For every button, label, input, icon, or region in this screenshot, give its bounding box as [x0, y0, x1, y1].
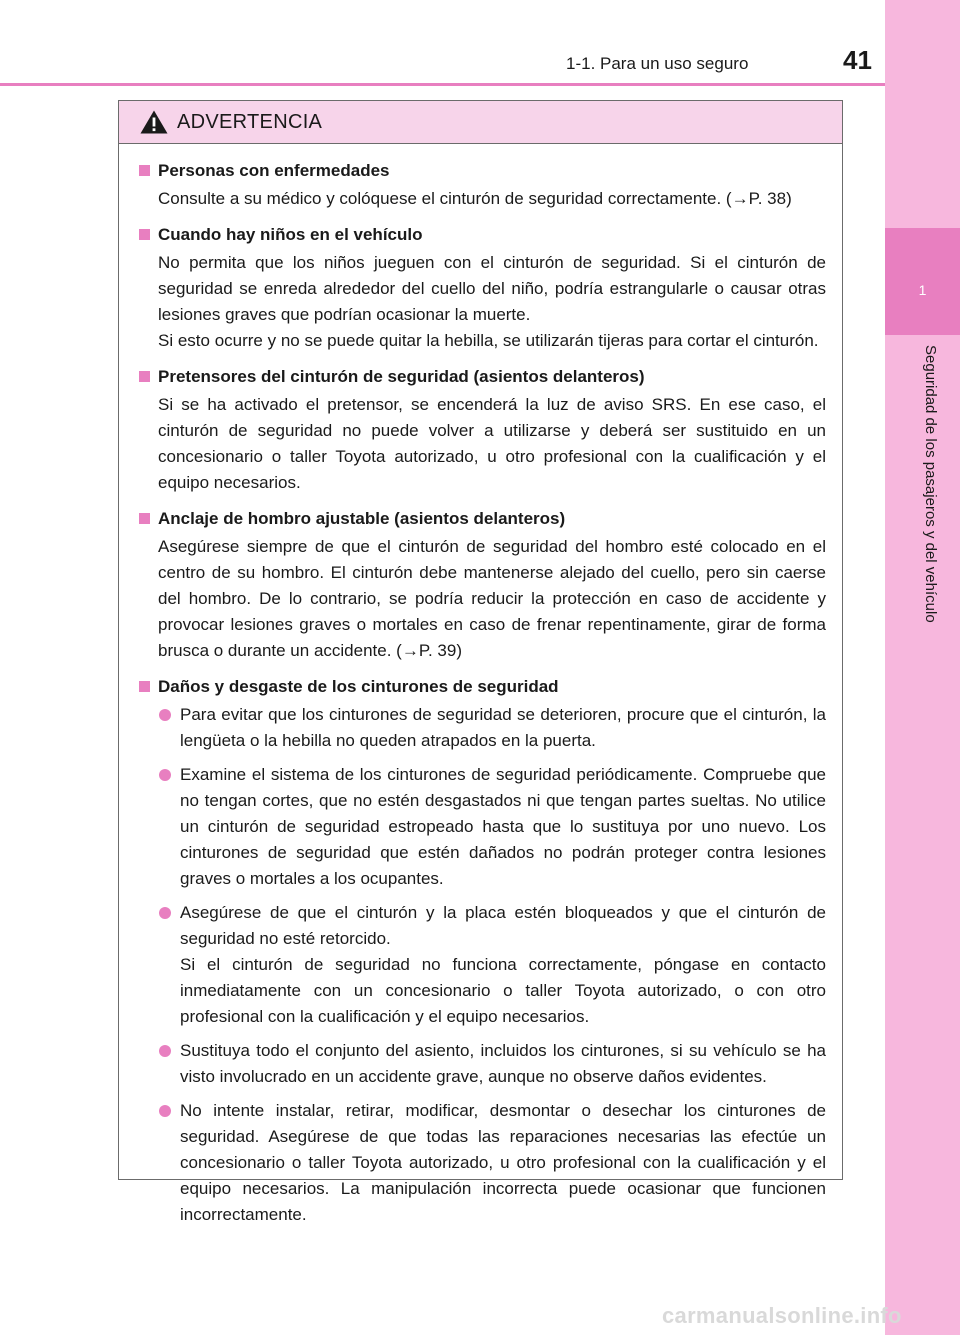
chapter-title: Seguridad de los pasajeros y del vehículo	[922, 345, 939, 623]
page-number: 41	[843, 45, 872, 75]
list-item	[139, 900, 826, 1030]
square-bullet-icon	[139, 165, 150, 176]
section-paragraph: Si se ha activado el pretensor, se encenderá la luz de aviso SRS. En ese caso, el cinturón de seguridad no puede volver a utilizarse y deberá ser sustituido en un concesionario o taller Toyota autorizado, u otro profesional con la cualificación y el equipo necesarios.	[158, 395, 826, 492]
circle-bullet-icon	[159, 1105, 171, 1117]
warning-triangle-icon	[139, 109, 169, 135]
list-item-text: Para evitar que los cinturones de seguridad se deterioren, procure que el cinturón, la lengüeta o la hebilla no queden atrapados en la puerta.	[180, 705, 826, 750]
square-bullet-icon	[139, 229, 150, 240]
square-bullet-icon	[139, 513, 150, 524]
square-bullet-icon	[139, 681, 150, 692]
section-paragraph: No permita que los niños jueguen con el cinturón de seguridad. Si el cinturón de seguridad se enreda alrededor del cuello del niño, podría estrangularle o causar otras lesiones graves que podrían ocasionar la muerte.	[158, 253, 826, 324]
chapter-number: 1	[918, 282, 927, 298]
section-paragraph: Asegúrese siempre de que el cinturón de seguridad del hombro esté colocado en el centro de su hombro. El cinturón debe mantenerse alejado del cuello, pero sin caerse del hombro. De lo contrario, se podría reducir la protección en caso de accidente y provocar lesiones graves o mortales en caso de frenar repentinamente, girar de forma brusca o durante un accidente. (→P. 39)	[158, 537, 826, 660]
section-personas-enfermedades	[139, 158, 826, 212]
section-title: Cuando hay niños en el vehículo	[158, 225, 423, 244]
section-danos-desgaste	[139, 674, 826, 1228]
section-paragraph: Consulte a su médico y colóquese el cinturón de seguridad correctamente. (→P. 38)	[158, 189, 792, 208]
warning-header	[119, 101, 842, 144]
circle-bullet-icon	[159, 1045, 171, 1057]
warning-title: ADVERTENCIA	[177, 110, 323, 133]
circle-bullet-icon	[159, 709, 171, 721]
list-item	[139, 762, 826, 892]
section-pretensores	[139, 364, 826, 496]
section-anclaje-hombro	[139, 506, 826, 664]
list-item	[139, 702, 826, 754]
section-title: Daños y desgaste de los cinturones de seguridad	[158, 677, 559, 696]
watermark[interactable]: carmanualsonline.info	[662, 1303, 902, 1328]
list-item	[139, 1098, 826, 1228]
warning-box	[118, 100, 843, 1224]
section-title: Personas con enfermedades	[158, 161, 390, 180]
warning-body	[119, 144, 842, 1228]
section-ninos-vehiculo	[139, 222, 826, 354]
header-rule	[0, 83, 885, 86]
list-item-text: No intente instalar, retirar, modificar, desmontar o desechar los cinturones de seguridad. Asegúrese de que todas las reparaciones necesarias las efectúe un concesionario o taller Toyota autorizado, u otro profesional con la cualificación y el equipo necesarios. La manipulación incorrecta puede ocasionar que funcionen incorrectamente.	[180, 1101, 826, 1224]
section-title: Anclaje de hombro ajustable (asientos delanteros)	[158, 509, 566, 528]
circle-bullet-icon	[159, 907, 171, 919]
list-item-text: Sustituya todo el conjunto del asiento, incluidos los cinturones, si su vehículo se ha visto involucrado en un accidente grave, aunque no observe daños evidentes.	[180, 1041, 826, 1086]
section-title: Pretensores del cinturón de seguridad (asientos delanteros)	[158, 367, 645, 386]
section-paragraph: Si esto ocurre y no se puede quitar la hebilla, se utilizarán tijeras para cortar el cinturón.	[158, 331, 819, 350]
list-item-text: Examine el sistema de los cinturones de seguridad periódicamente. Compruebe que no tengan cortes, que no estén desgastados ni que tengan partes sueltas. No utilice un cinturón de seguridad estropeado hasta que lo sustituya por uno nuevo. Los cinturones de seguridad que estén dañados no podrán proteger contra lesiones graves o mortales a los ocupantes.	[180, 765, 826, 888]
list-item	[139, 1038, 826, 1090]
circle-bullet-icon	[159, 769, 171, 781]
header-section-title: 1-1. Para un uso seguro	[566, 54, 749, 73]
chapter-side-tab[interactable]	[885, 0, 960, 1335]
list-item-text: Asegúrese de que el cinturón y la placa estén bloqueados y que el cinturón de seguridad no esté retorcido. Si el cinturón de seguridad no funciona correctamente, póngase en contacto inmediatamente con un concesionario o taller Toyota autorizado, o con otro profesional con la cualificación y el equipo necesarios.	[180, 903, 826, 1026]
square-bullet-icon	[139, 371, 150, 382]
